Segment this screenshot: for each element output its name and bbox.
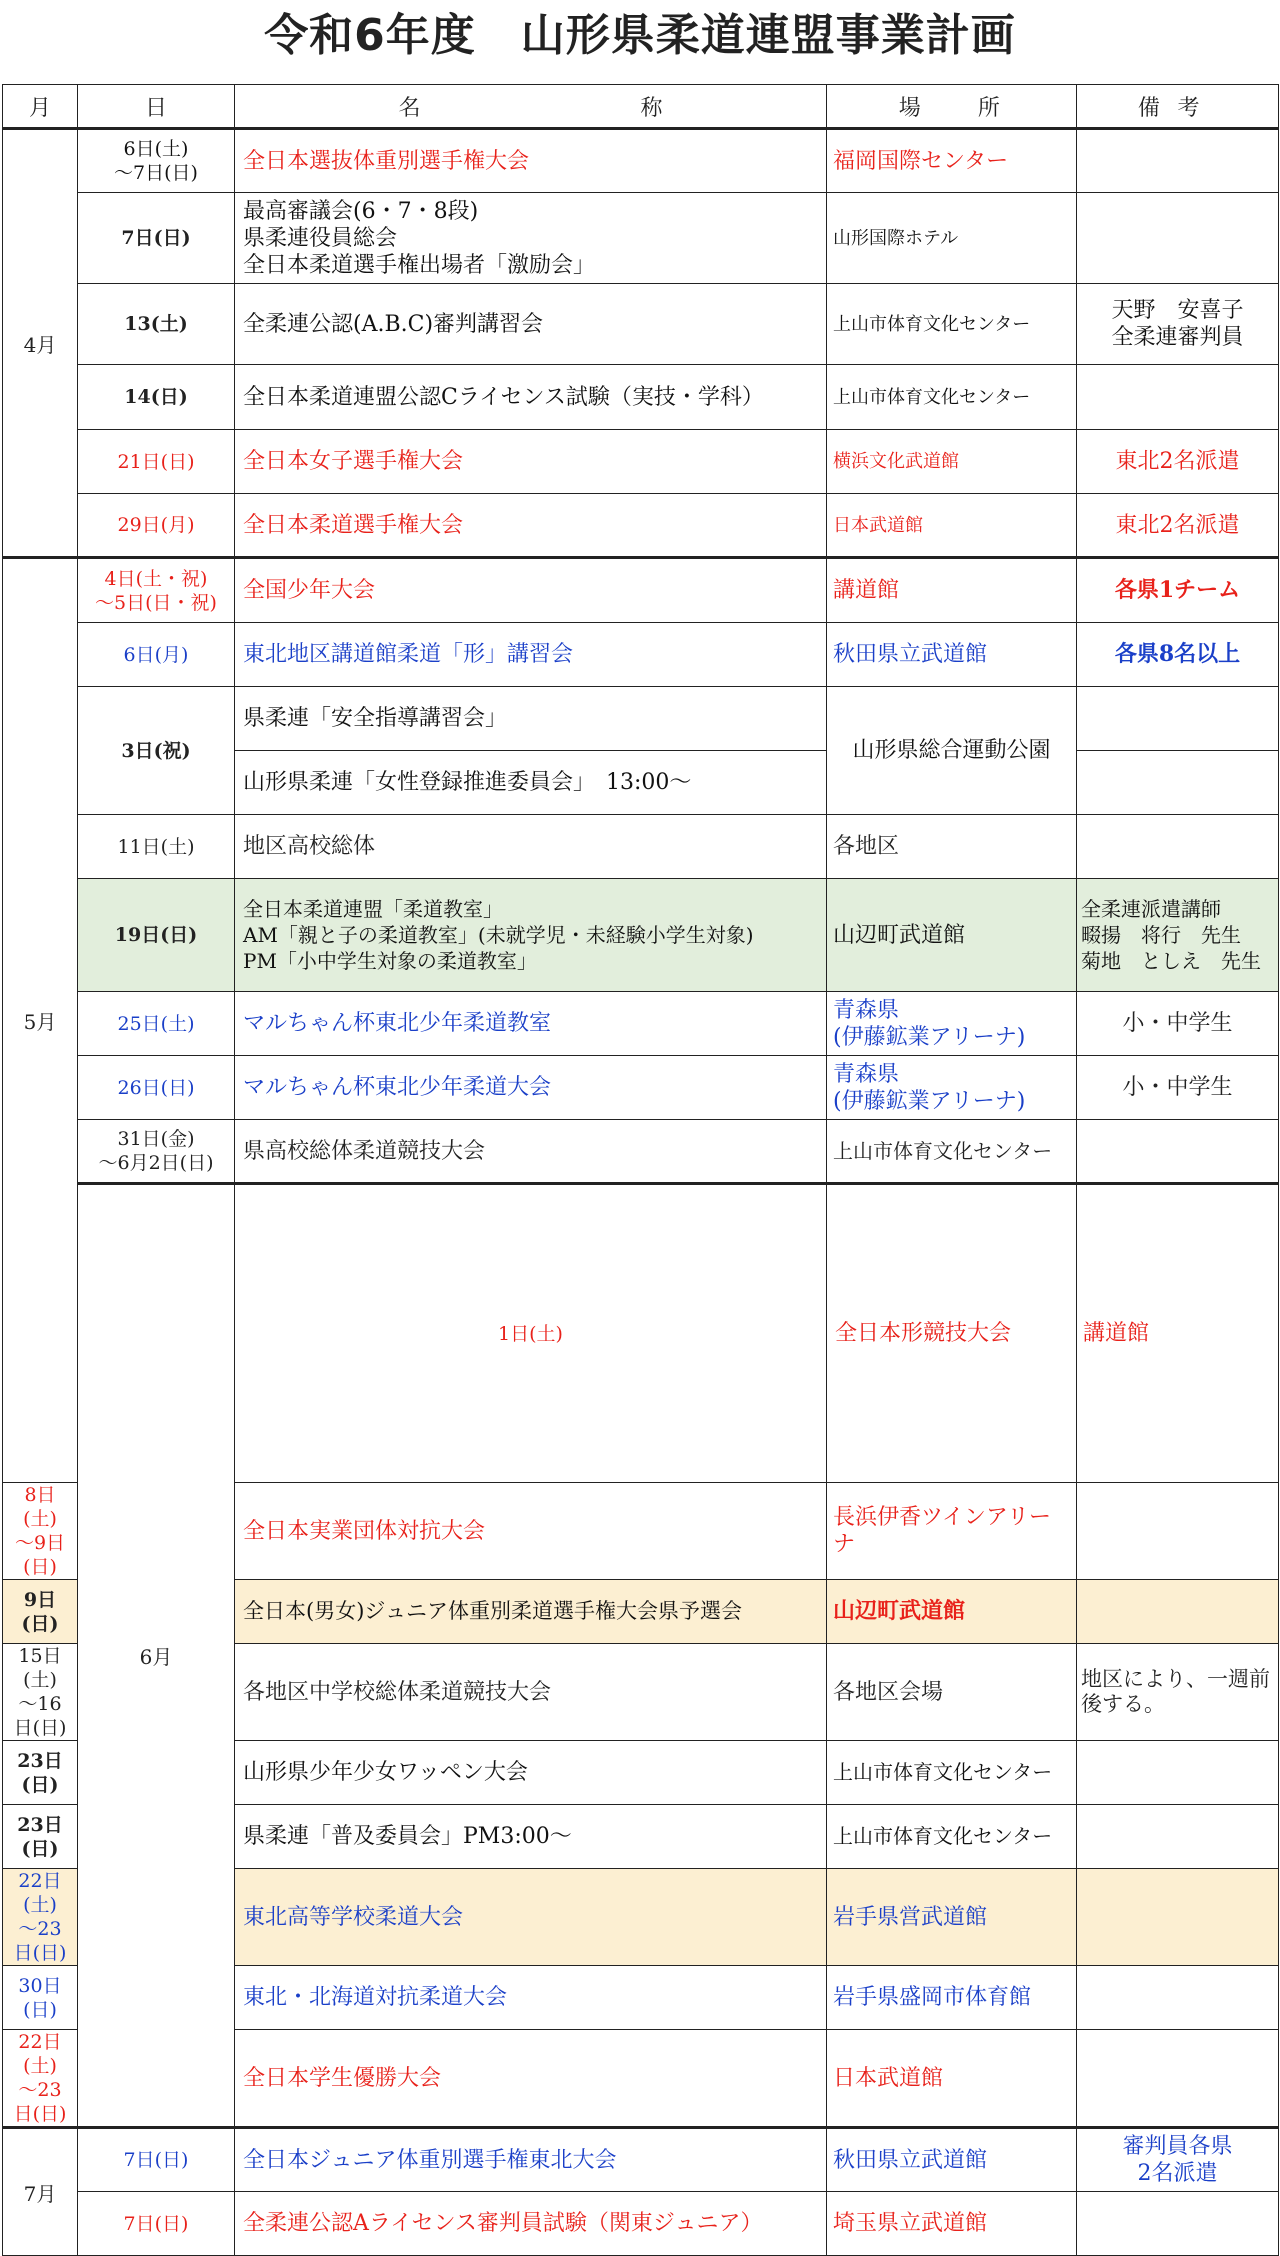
day-cell: 25日(土) [78,992,235,1056]
day-cell: 7日(日) [78,2128,235,2192]
event-name: 全日本柔道選手権大会 [235,494,827,558]
month-cell: 6月 [78,1184,235,2128]
event-name: 全日本実業団体対抗大会 [235,1483,827,1580]
event-place: 講道館 [827,558,1077,623]
table-row [3,1056,1279,1120]
month-cell: 7月 [3,2128,78,2256]
event-note: 東北2名派遣 [1077,494,1279,558]
event-name: マルちゃん杯東北少年柔道教室 [235,992,827,1056]
event-name: 全日本柔道連盟公認Cライセンス試験（実技・学科） [235,365,827,430]
day-cell: 7日(日) [78,2192,235,2256]
event-name: 東北地区講道館柔道「形」講習会 [235,623,827,687]
event-place: 上山市体育文化センター [827,284,1077,365]
header-day: 日 [78,85,235,129]
event-place: 岩手県営武道館 [827,1869,1077,1966]
table-row [3,687,1279,751]
table-row [3,129,1279,193]
event-note: 天野 安喜子 全柔連審判員 [1077,284,1279,365]
event-name: 県柔連「安全指導講習会」 [235,687,827,751]
event-place: 秋田県立武道館 [827,2128,1077,2192]
event-note [1077,2030,1279,2128]
header-note: 備考 [1077,85,1279,129]
event-place: 長浜伊香ツインアリーナ [827,1483,1077,1580]
event-note [1077,129,1279,193]
event-name: 各地区中学校総体柔道競技大会 [235,1644,827,1741]
day-cell: 6日(月) [78,623,235,687]
table-row [3,2128,1279,2192]
day-cell: 13(土) [78,284,235,365]
event-note [1077,1966,1279,2030]
event-place: 山形県総合運動公園 [827,687,1077,815]
event-note: 地区により、一週前 後する。 [1077,1644,1279,1741]
page-title: 令和6年度 山形県柔道連盟事業計画 [264,10,1016,61]
table-row [3,815,1279,879]
day-cell: 31日(金) ～6月2日(日) [78,1120,235,1184]
event-note [1077,365,1279,430]
day-cell: 23日(日) [3,1805,78,1869]
month-cell: 4月 [3,129,78,558]
event-name: 全柔連公認(A.B.C)審判講習会 [235,284,827,365]
header-month: 月 [3,85,78,129]
event-name: 県高校総体柔道競技大会 [235,1120,827,1184]
event-place: 福岡国際センター [827,129,1077,193]
day-cell: 14(日) [78,365,235,430]
event-place: 青森県 (伊藤鉱業アリーナ) [827,992,1077,1056]
event-note [1077,1805,1279,1869]
day-cell: 22日(土) ～23日(日) [3,1869,78,1966]
event-note [1077,815,1279,879]
event-note: 各県1チーム [1077,558,1279,623]
event-name: 山形県柔連「女性登録推進委員会」 13:00～ [235,751,827,815]
event-name: 県柔連「普及委員会」PM3:00～ [235,1805,827,1869]
event-name: 全日本選抜体重別選手権大会 [235,129,827,193]
table-row [3,992,1279,1056]
event-place: 埼玉県立武道館 [827,2192,1077,2256]
table-row [3,365,1279,430]
event-place: 上山市体育文化センター [827,365,1077,430]
table-row [3,558,1279,623]
event-note [1077,1483,1279,1580]
event-place: 各地区 [827,815,1077,879]
schedule-table [2,84,1279,2256]
table-row [3,1120,1279,1184]
day-cell: 7日(日) [78,193,235,284]
event-note: 審判員各県 2名派遣 [1077,2128,1279,2192]
day-cell: 1日(土) [235,1184,827,1483]
table-row [3,430,1279,494]
day-cell: 3日(祝) [78,687,235,815]
event-place: 横浜文化武道館 [827,430,1077,494]
event-place: 日本武道館 [827,2030,1077,2128]
event-name: 全国少年大会 [235,558,827,623]
event-note: 小・中学生 [1077,1056,1279,1120]
event-name: 最高審議会(6・7・8段) 県柔連役員総会 全日本柔道選手権出場者「激励会」 [235,193,827,284]
event-place: 山形国際ホテル [827,193,1077,284]
day-cell: 23日(日) [3,1741,78,1805]
day-cell: 6日(土) ～7日(日) [78,129,235,193]
day-cell: 19日(日) [78,879,235,992]
table-row [3,2192,1279,2256]
event-note [1077,687,1279,751]
table-row [3,879,1279,992]
event-note: 各県8名以上 [1077,623,1279,687]
header-name: 名 称 [235,85,827,129]
event-note [1077,751,1279,815]
day-cell: 9日(日) [3,1580,78,1644]
event-place: 各地区会場 [827,1644,1077,1741]
event-name: 山形県少年少女ワッペン大会 [235,1741,827,1805]
month-cell: 5月 [3,558,78,1483]
header-row [3,85,1279,129]
event-name: 全日本柔道連盟「柔道教室」 AM「親と子の柔道教室」(未就学児・未経験小学生対象) PM「小中学生対象の柔道教室」 [235,879,827,992]
day-cell: 26日(日) [78,1056,235,1120]
event-place: 岩手県盛岡市体育館 [827,1966,1077,2030]
event-note [1077,1580,1279,1644]
event-name: 全日本学生優勝大会 [235,2030,827,2128]
header-place: 場 所 [827,85,1077,129]
table-row [3,494,1279,558]
event-place: 青森県 (伊藤鉱業アリーナ) [827,1056,1077,1120]
event-name: 全柔連公認Aライセンス審判員試験（関東ジュニア） [235,2192,827,2256]
event-note [1077,2192,1279,2256]
event-place: 講道館 [1077,1184,1279,1483]
event-note [1077,1120,1279,1184]
event-note [1077,193,1279,284]
table-row [3,623,1279,687]
day-cell: 4日(土・祝) ～5日(日・祝) [78,558,235,623]
event-name: 全日本形競技大会 [827,1184,1077,1483]
event-place: 上山市体育文化センター [827,1741,1077,1805]
day-cell: 11日(土) [78,815,235,879]
table-row [3,193,1279,284]
day-cell: 22日(土) ～23日(日) [3,2030,78,2128]
day-cell: 21日(日) [78,430,235,494]
event-place: 秋田県立武道館 [827,623,1077,687]
event-place: 日本武道館 [827,494,1077,558]
event-note: 小・中学生 [1077,992,1279,1056]
event-place: 上山市体育文化センター [827,1120,1077,1184]
event-note [1077,1869,1279,1966]
event-place: 山辺町武道館 [827,1580,1077,1644]
table-row [3,284,1279,365]
event-name: 全日本ジュニア体重別選手権東北大会 [235,2128,827,2192]
event-place: 上山市体育文化センター [827,1805,1077,1869]
event-name: 東北高等学校柔道大会 [235,1869,827,1966]
day-cell: 29日(月) [78,494,235,558]
event-name: 全日本女子選手権大会 [235,430,827,494]
day-cell: 30日(日) [3,1966,78,2030]
day-cell: 15日(土) ～16日(日) [3,1644,78,1741]
table-row [3,1184,1279,1483]
day-cell: 8日(土) ～9日(日) [3,1483,78,1580]
event-name: 全日本(男女)ジュニア体重別柔道選手権大会県予選会 [235,1580,827,1644]
event-note [1077,1741,1279,1805]
event-name: マルちゃん杯東北少年柔道大会 [235,1056,827,1120]
event-note: 全柔連派遣講師 畷揚 将行 先生 菊地 としえ 先生 [1077,879,1279,992]
event-name: 地区高校総体 [235,815,827,879]
event-name: 東北・北海道対抗柔道大会 [235,1966,827,2030]
event-place: 山辺町武道館 [827,879,1077,992]
event-note: 東北2名派遣 [1077,430,1279,494]
